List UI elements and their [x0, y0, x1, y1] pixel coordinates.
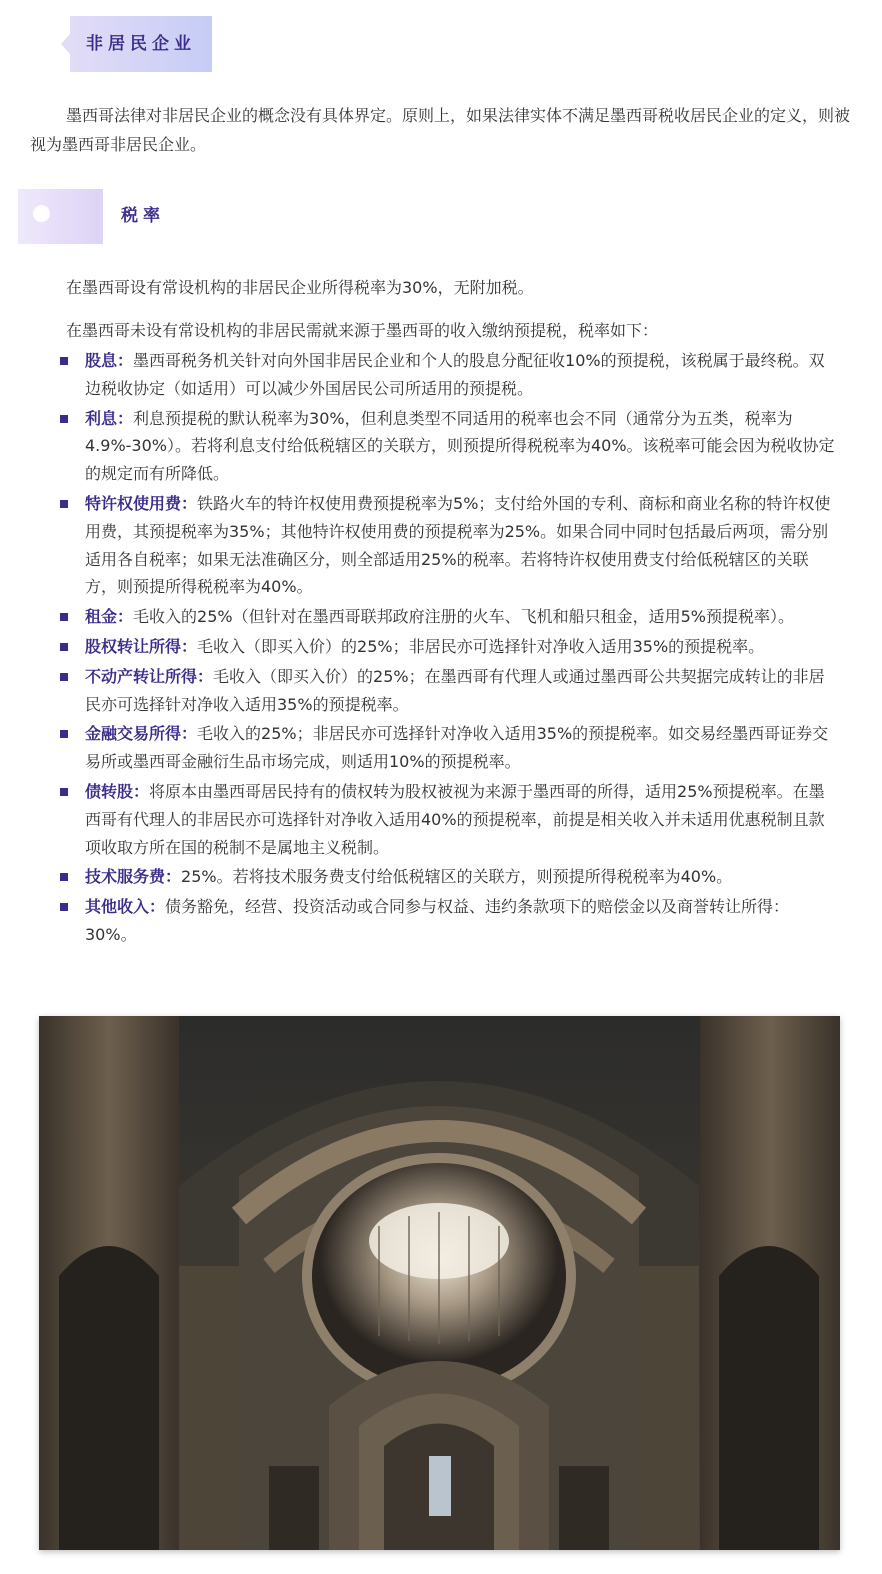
list-item-debt-to-equity: [58, 778, 838, 861]
item-text: 毛收入的25%（但针对在墨西哥联邦政府注册的火车、飞机和船只租金，适用5%预提税率）。: [133, 607, 794, 627]
square-bullet-icon: [60, 673, 68, 681]
item-text: 铁路火车的特许权使用费预提税率为5%；支付给外国的专利、商标和商业名称的特许权使用费，其预提税率为35%；其他特许权使用费的预提税率为25%。如果合同中同时包括最后两项，需分别适用各自税率；如果无法准确区分，则全部适用25%的税率。若将特许权使用费支付给低税辖区的关联方，则预提所得税税率为40%。: [85, 493, 831, 597]
withholding-intro-paragraph: 在墨西哥未设有常设机构的非居民需就来源于墨西哥的收入缴纳预提税，税率如下：: [66, 321, 659, 340]
square-bullet-icon: [60, 415, 68, 423]
square-bullet-icon: [60, 903, 68, 911]
item-label: 债转股：: [85, 781, 150, 801]
circle-dot-icon: [33, 205, 50, 222]
item-text: 25%。若将技术服务费支付给低税辖区的关联方，则预提所得税税率为40%。: [181, 867, 733, 887]
pe-rate-paragraph: 在墨西哥设有常设机构的非居民企业所得税率为30%，无附加税。: [66, 278, 534, 297]
withholding-rate-list: [58, 347, 838, 949]
list-item-royalties: [58, 490, 838, 601]
dome-illustration: [39, 1016, 840, 1550]
intro-paragraph: 墨西哥法律对非居民企业的概念没有具体界定。原则上，如果法律实体不满足墨西哥税收居民企业的定义，则被视为墨西哥非居民企业。: [30, 106, 851, 154]
section-title-tax-rate: 税率: [121, 206, 165, 226]
item-text: 墨西哥税务机关针对向外国非居民企业和个人的股息分配征收10%的预提税，该税属于最终税。双边税收协定（如适用）可以减少外国居民公司所适用的预提税。: [85, 351, 825, 398]
list-item-technical-services: [58, 863, 838, 891]
list-item-interest: [58, 405, 838, 488]
list-item-equity-transfer: [58, 633, 838, 661]
item-label: 技术服务费：: [85, 867, 182, 887]
square-bullet-icon: [60, 730, 68, 738]
item-label: 其他收入：: [85, 897, 166, 917]
item-label: 金融交易所得：: [85, 724, 198, 744]
list-item-other-income: [58, 893, 838, 949]
square-bullet-icon: [60, 643, 68, 651]
square-bullet-icon: [60, 500, 68, 508]
list-item-rent: [58, 603, 838, 631]
item-text: 利息预提税的默认税率为30%，但利息类型不同适用的税率也会不同（通常分为五类，税率为4.9%-30%）。若将利息支付给低税辖区的关联方，则预提所得税税率为40%。该税率可能会因为税收协定的规定而有所降低。: [85, 408, 835, 484]
list-item-real-estate-transfer: [58, 663, 838, 719]
item-text: 毛收入的25%；非居民亦可选择针对净收入适用35%的预提税率。如交易经墨西哥证券交易所或墨西哥金融衍生品市场完成，则适用10%的预提税率。: [85, 724, 829, 772]
square-bullet-icon: [60, 613, 68, 621]
item-label: 股息：: [85, 351, 134, 370]
section-title-non-resident: 非居民企业: [86, 34, 196, 54]
item-text: 债务豁免，经营、投资活动或合同参与权益、违约条款项下的赔偿金以及商誉转让所得：30%。: [85, 897, 790, 944]
list-item-dividends: [58, 347, 838, 403]
item-label: 租金：: [85, 607, 134, 627]
section-header-non-resident: [70, 16, 212, 72]
item-label: 特许权使用费：: [85, 493, 198, 513]
section-header-tax-rate: [18, 189, 165, 244]
cathedral-dome-photo: [39, 1016, 840, 1550]
square-bullet-icon: [60, 357, 68, 365]
item-label: 股权转让所得：: [85, 636, 198, 656]
list-item-financial-transactions: [58, 720, 838, 776]
item-text: 将原本由墨西哥居民持有的债权转为股权被视为来源于墨西哥的所得，适用25%预提税率。在墨西哥有代理人的非居民亦可选择针对净收入适用40%的预提税率，前提是相关收入并未适用优惠税制且款项收取方所在国的税制不是属地主义税制。: [85, 781, 825, 857]
badge-notch-icon: [61, 34, 70, 54]
square-bullet-icon: [60, 788, 68, 796]
item-label: 利息：: [85, 408, 134, 428]
item-label: 不动产转让所得：: [85, 666, 214, 686]
item-text: 毛收入（即买入价）的25%；非居民亦可选择针对净收入适用35%的预提税率。: [197, 636, 765, 656]
item-text: 毛收入（即买入价）的25%；在墨西哥有代理人或通过墨西哥公共契据完成转让的非居民亦可选择针对净收入适用35%的预提税率。: [85, 666, 825, 714]
square-bullet-icon: [60, 873, 68, 881]
